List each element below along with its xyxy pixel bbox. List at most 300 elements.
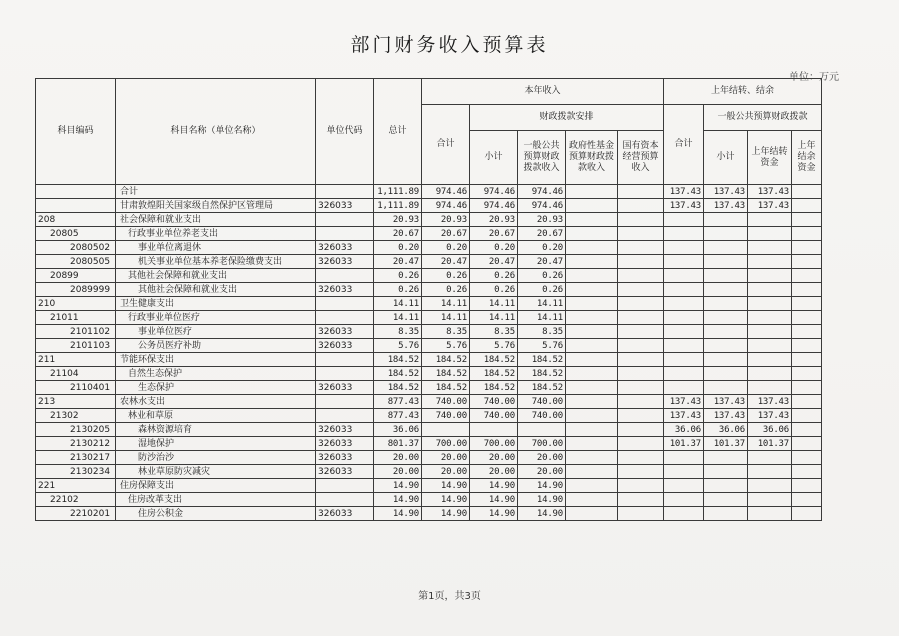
cell-amount: [748, 325, 792, 339]
header-carry-subtotal: 小计: [704, 131, 748, 185]
cell-amount: 137.43: [704, 199, 748, 213]
cell-amount: [704, 479, 748, 493]
cell-name: 行政事业单位医疗: [116, 311, 316, 325]
cell-amount: [792, 297, 822, 311]
cell-amount: [748, 381, 792, 395]
cell-amount: 137.43: [704, 395, 748, 409]
cell-amount: 5.76: [518, 339, 566, 353]
cell-amount: [566, 199, 618, 213]
cell-amount: [664, 353, 704, 367]
cell-amount: [618, 437, 664, 451]
cell-amount: [618, 367, 664, 381]
cell-amount: [664, 241, 704, 255]
cell-amount: [566, 465, 618, 479]
cell-amount: 740.00: [518, 395, 566, 409]
cell-amount: [664, 255, 704, 269]
cell-amount: [792, 493, 822, 507]
cell-code: [36, 199, 116, 213]
cell-code: 211: [36, 353, 116, 367]
table-row: [36, 297, 822, 311]
cell-amount: [748, 339, 792, 353]
cell-amount: 740.00: [422, 395, 470, 409]
cell-unit-code: [316, 227, 374, 241]
table-row: [36, 185, 822, 199]
cell-code: 2210201: [36, 507, 116, 521]
cell-unit-code: 326033: [316, 437, 374, 451]
cell-amount: [566, 227, 618, 241]
cell-amount: [748, 283, 792, 297]
cell-code: 20805: [36, 227, 116, 241]
cell-unit-code: 326033: [316, 283, 374, 297]
cell-amount: 184.52: [470, 353, 518, 367]
table-row: [36, 465, 822, 479]
cell-amount: 5.76: [422, 339, 470, 353]
table-row: [36, 283, 822, 297]
cell-amount: [664, 339, 704, 353]
cell-amount: 974.46: [470, 185, 518, 199]
cell-amount: 740.00: [470, 395, 518, 409]
table-row: [36, 241, 822, 255]
cell-amount: 137.43: [748, 199, 792, 213]
cell-amount: 14.90: [470, 479, 518, 493]
cell-amount: [664, 269, 704, 283]
cell-amount: 20.47: [518, 255, 566, 269]
cell-amount: 14.90: [518, 479, 566, 493]
header-subtotal: 小计: [470, 131, 518, 185]
cell-amount: 974.46: [422, 185, 470, 199]
table-row: [36, 213, 822, 227]
cell-amount: [748, 465, 792, 479]
cell-amount: [664, 451, 704, 465]
cell-code: 22102: [36, 493, 116, 507]
cell-amount: [566, 185, 618, 199]
cell-amount: 20.00: [518, 465, 566, 479]
cell-amount: 8.35: [374, 325, 422, 339]
cell-amount: [704, 493, 748, 507]
cell-amount: 974.46: [422, 199, 470, 213]
table-row: [36, 325, 822, 339]
cell-amount: [792, 353, 822, 367]
cell-amount: 20.47: [422, 255, 470, 269]
table-row: [36, 493, 822, 507]
cell-amount: [664, 283, 704, 297]
cell-amount: [566, 437, 618, 451]
cell-name: 自然生态保护: [116, 367, 316, 381]
cell-amount: 137.43: [664, 185, 704, 199]
page-title: 部门财务收入预算表: [350, 34, 549, 56]
cell-code: 2101103: [36, 339, 116, 353]
cell-code: 20899: [36, 269, 116, 283]
cell-amount: 137.43: [664, 199, 704, 213]
cell-name: 林业草原防灾减灾: [116, 465, 316, 479]
table-row: [36, 311, 822, 325]
cell-name: 其他社会保障和就业支出: [116, 283, 316, 297]
cell-unit-code: 326033: [316, 199, 374, 213]
cell-amount: [748, 255, 792, 269]
cell-unit-code: [316, 213, 374, 227]
cell-amount: [618, 353, 664, 367]
header-carry-general: 一般公共预算财政拨款: [704, 105, 822, 131]
table-row: [36, 479, 822, 493]
cell-amount: [792, 325, 822, 339]
cell-amount: 14.90: [374, 479, 422, 493]
header-name: 科目名称（单位名称）: [116, 79, 316, 185]
cell-amount: [792, 255, 822, 269]
cell-amount: [792, 437, 822, 451]
cell-amount: [704, 507, 748, 521]
cell-unit-code: [316, 297, 374, 311]
cell-amount: 20.00: [518, 451, 566, 465]
cell-amount: [618, 185, 664, 199]
cell-amount: 0.26: [518, 269, 566, 283]
cell-amount: 184.52: [422, 367, 470, 381]
header-carry-surplus: 上年结余资金: [792, 131, 822, 185]
cell-amount: [792, 241, 822, 255]
cell-amount: [792, 479, 822, 493]
header-unit-code: 单位代码: [316, 79, 374, 185]
cell-amount: [618, 325, 664, 339]
cell-amount: 184.52: [422, 353, 470, 367]
cell-amount: [618, 297, 664, 311]
cell-amount: 14.11: [422, 311, 470, 325]
table-row: [36, 507, 822, 521]
cell-amount: 14.11: [518, 311, 566, 325]
cell-amount: 184.52: [518, 353, 566, 367]
cell-amount: 0.26: [518, 283, 566, 297]
cell-code: 2080502: [36, 241, 116, 255]
header-state-capital: 国有资本经营预算收入: [618, 131, 664, 185]
cell-amount: [704, 213, 748, 227]
cell-amount: [664, 367, 704, 381]
cell-unit-code: 326033: [316, 451, 374, 465]
table-row: [36, 227, 822, 241]
cell-amount: [470, 423, 518, 437]
cell-code: 2089999: [36, 283, 116, 297]
cell-unit-code: 326033: [316, 241, 374, 255]
cell-amount: [566, 409, 618, 423]
table-row: [36, 451, 822, 465]
cell-amount: 0.26: [422, 283, 470, 297]
cell-amount: 14.90: [518, 493, 566, 507]
cell-amount: 101.37: [704, 437, 748, 451]
cell-amount: 20.00: [422, 451, 470, 465]
cell-amount: [704, 269, 748, 283]
cell-amount: 8.35: [422, 325, 470, 339]
cell-name: 住房公积金: [116, 507, 316, 521]
cell-amount: [792, 213, 822, 227]
cell-amount: [618, 339, 664, 353]
cell-amount: 36.06: [704, 423, 748, 437]
cell-amount: 14.90: [470, 507, 518, 521]
cell-amount: [566, 451, 618, 465]
cell-amount: [566, 493, 618, 507]
cell-unit-code: 326033: [316, 465, 374, 479]
budget-table: [35, 78, 822, 521]
cell-amount: [664, 325, 704, 339]
cell-amount: [566, 311, 618, 325]
cell-amount: [792, 311, 822, 325]
cell-amount: [748, 353, 792, 367]
cell-amount: [792, 185, 822, 199]
cell-amount: 101.37: [748, 437, 792, 451]
cell-name: 住房保障支出: [116, 479, 316, 493]
cell-unit-code: 326033: [316, 325, 374, 339]
cell-amount: [748, 227, 792, 241]
cell-code: 2130217: [36, 451, 116, 465]
cell-amount: 184.52: [374, 381, 422, 395]
cell-amount: [566, 507, 618, 521]
cell-amount: 14.90: [518, 507, 566, 521]
cell-amount: 740.00: [470, 409, 518, 423]
cell-amount: [748, 241, 792, 255]
cell-amount: 36.06: [374, 423, 422, 437]
cell-code: 221: [36, 479, 116, 493]
cell-amount: [618, 451, 664, 465]
cell-amount: [748, 367, 792, 381]
cell-unit-code: [316, 185, 374, 199]
cell-amount: 877.43: [374, 395, 422, 409]
cell-amount: [704, 311, 748, 325]
cell-code: 21104: [36, 367, 116, 381]
cell-unit-code: [316, 395, 374, 409]
cell-amount: 20.47: [374, 255, 422, 269]
cell-amount: 0.26: [422, 269, 470, 283]
cell-amount: 740.00: [518, 409, 566, 423]
cell-amount: 20.00: [422, 465, 470, 479]
cell-amount: 36.06: [748, 423, 792, 437]
cell-amount: [618, 381, 664, 395]
cell-amount: [618, 409, 664, 423]
cell-amount: 974.46: [470, 199, 518, 213]
cell-amount: [566, 241, 618, 255]
header-carry-prev: 上年结转资金: [748, 131, 792, 185]
cell-amount: [704, 353, 748, 367]
cell-name: 林业和草原: [116, 409, 316, 423]
cell-amount: 184.52: [422, 381, 470, 395]
table-row: [36, 437, 822, 451]
cell-name: 事业单位医疗: [116, 325, 316, 339]
cell-amount: [664, 465, 704, 479]
cell-amount: [792, 381, 822, 395]
cell-amount: [704, 227, 748, 241]
cell-amount: 0.26: [374, 283, 422, 297]
cell-amount: 20.67: [374, 227, 422, 241]
cell-amount: [518, 423, 566, 437]
cell-amount: 0.26: [470, 269, 518, 283]
cell-amount: [792, 395, 822, 409]
cell-name: 湿地保护: [116, 437, 316, 451]
cell-amount: [704, 325, 748, 339]
cell-amount: 36.06: [664, 423, 704, 437]
cell-amount: [566, 269, 618, 283]
cell-name: 甘肃敦煌阳关国家级自然保护区管理局: [116, 199, 316, 213]
cell-amount: 20.93: [470, 213, 518, 227]
cell-amount: 700.00: [470, 437, 518, 451]
cell-unit-code: 326033: [316, 255, 374, 269]
header-code: 科目编码: [36, 79, 116, 185]
cell-amount: [618, 423, 664, 437]
cell-amount: 700.00: [518, 437, 566, 451]
cell-amount: [664, 311, 704, 325]
unit-label: 单位：万元: [789, 72, 839, 83]
cell-amount: [566, 325, 618, 339]
header-current-total: 合计: [422, 105, 470, 185]
cell-amount: [566, 283, 618, 297]
cell-amount: [792, 367, 822, 381]
page-footer: 第1页，共3页: [418, 591, 481, 602]
cell-amount: [704, 255, 748, 269]
cell-amount: [618, 283, 664, 297]
table-row: [36, 423, 822, 437]
cell-amount: 184.52: [470, 367, 518, 381]
cell-amount: [566, 367, 618, 381]
cell-name: 森林资源培育: [116, 423, 316, 437]
table-row: [36, 353, 822, 367]
cell-amount: 8.35: [470, 325, 518, 339]
cell-amount: [792, 199, 822, 213]
cell-amount: [566, 423, 618, 437]
cell-amount: [566, 213, 618, 227]
header-fiscal: 财政拨款安排: [470, 105, 664, 131]
cell-amount: [704, 381, 748, 395]
cell-amount: 14.90: [422, 493, 470, 507]
cell-amount: 1,111.89: [374, 185, 422, 199]
cell-amount: [422, 423, 470, 437]
cell-amount: 101.37: [664, 437, 704, 451]
cell-amount: 5.76: [374, 339, 422, 353]
cell-amount: 700.00: [422, 437, 470, 451]
cell-amount: [664, 297, 704, 311]
cell-amount: 137.43: [748, 409, 792, 423]
cell-amount: [748, 451, 792, 465]
cell-amount: [566, 381, 618, 395]
cell-amount: 137.43: [704, 185, 748, 199]
cell-amount: [618, 269, 664, 283]
cell-amount: 137.43: [748, 185, 792, 199]
cell-unit-code: [316, 409, 374, 423]
cell-name: 节能环保支出: [116, 353, 316, 367]
cell-amount: [618, 199, 664, 213]
cell-amount: [664, 381, 704, 395]
cell-amount: 20.93: [422, 213, 470, 227]
cell-amount: [664, 479, 704, 493]
cell-amount: 1,111.89: [374, 199, 422, 213]
cell-amount: 137.43: [704, 409, 748, 423]
cell-amount: 0.20: [374, 241, 422, 255]
cell-name: 行政事业单位养老支出: [116, 227, 316, 241]
cell-amount: [618, 465, 664, 479]
cell-amount: 14.90: [422, 479, 470, 493]
cell-amount: 20.00: [470, 451, 518, 465]
table-row: [36, 367, 822, 381]
cell-amount: 14.11: [518, 297, 566, 311]
cell-amount: [792, 409, 822, 423]
cell-code: 213: [36, 395, 116, 409]
cell-name: 防沙治沙: [116, 451, 316, 465]
cell-amount: [792, 227, 822, 241]
cell-amount: 14.11: [374, 297, 422, 311]
table-row: [36, 269, 822, 283]
cell-amount: [704, 465, 748, 479]
cell-code: 2130212: [36, 437, 116, 451]
cell-code: 2130234: [36, 465, 116, 479]
cell-amount: [748, 297, 792, 311]
table-row: [36, 339, 822, 353]
cell-amount: [704, 283, 748, 297]
cell-amount: 14.11: [374, 311, 422, 325]
cell-code: 2130205: [36, 423, 116, 437]
cell-amount: 20.00: [374, 451, 422, 465]
cell-amount: 974.46: [518, 185, 566, 199]
cell-amount: 14.11: [470, 297, 518, 311]
cell-amount: [748, 269, 792, 283]
header-general-public: 一般公共预算财政拨款收入: [518, 131, 566, 185]
cell-amount: 0.26: [470, 283, 518, 297]
cell-amount: 801.37: [374, 437, 422, 451]
cell-amount: [704, 297, 748, 311]
cell-amount: 14.11: [422, 297, 470, 311]
cell-amount: 14.11: [470, 311, 518, 325]
cell-amount: 14.90: [470, 493, 518, 507]
cell-amount: [618, 395, 664, 409]
cell-unit-code: 326033: [316, 381, 374, 395]
cell-amount: [748, 479, 792, 493]
cell-amount: 5.76: [470, 339, 518, 353]
header-total: 总计: [374, 79, 422, 185]
table-row: [36, 199, 822, 213]
cell-code: 2080505: [36, 255, 116, 269]
cell-amount: 8.35: [518, 325, 566, 339]
cell-amount: 0.20: [422, 241, 470, 255]
cell-amount: [792, 339, 822, 353]
table-row: [36, 395, 822, 409]
cell-amount: [792, 269, 822, 283]
cell-amount: 740.00: [422, 409, 470, 423]
cell-amount: [566, 339, 618, 353]
cell-amount: [566, 297, 618, 311]
cell-unit-code: [316, 269, 374, 283]
cell-amount: 20.93: [374, 213, 422, 227]
cell-unit-code: [316, 311, 374, 325]
header-carry-total: 合计: [664, 105, 704, 185]
cell-amount: 20.67: [422, 227, 470, 241]
cell-amount: 184.52: [374, 353, 422, 367]
cell-unit-code: 326033: [316, 339, 374, 353]
cell-code: [36, 185, 116, 199]
cell-amount: 20.93: [518, 213, 566, 227]
cell-amount: [792, 423, 822, 437]
cell-name: 住房改革支出: [116, 493, 316, 507]
cell-name: 卫生健康支出: [116, 297, 316, 311]
cell-amount: [704, 241, 748, 255]
cell-amount: 184.52: [374, 367, 422, 381]
cell-amount: 184.52: [470, 381, 518, 395]
cell-amount: [792, 451, 822, 465]
cell-unit-code: [316, 479, 374, 493]
cell-amount: [664, 213, 704, 227]
cell-name: 生态保护: [116, 381, 316, 395]
cell-amount: [618, 479, 664, 493]
cell-amount: 137.43: [664, 409, 704, 423]
cell-amount: 14.90: [374, 493, 422, 507]
cell-name: 机关事业单位基本养老保险缴费支出: [116, 255, 316, 269]
cell-amount: [704, 451, 748, 465]
cell-amount: [618, 213, 664, 227]
cell-code: 21011: [36, 311, 116, 325]
cell-amount: [618, 227, 664, 241]
cell-amount: [792, 465, 822, 479]
cell-code: 2110401: [36, 381, 116, 395]
